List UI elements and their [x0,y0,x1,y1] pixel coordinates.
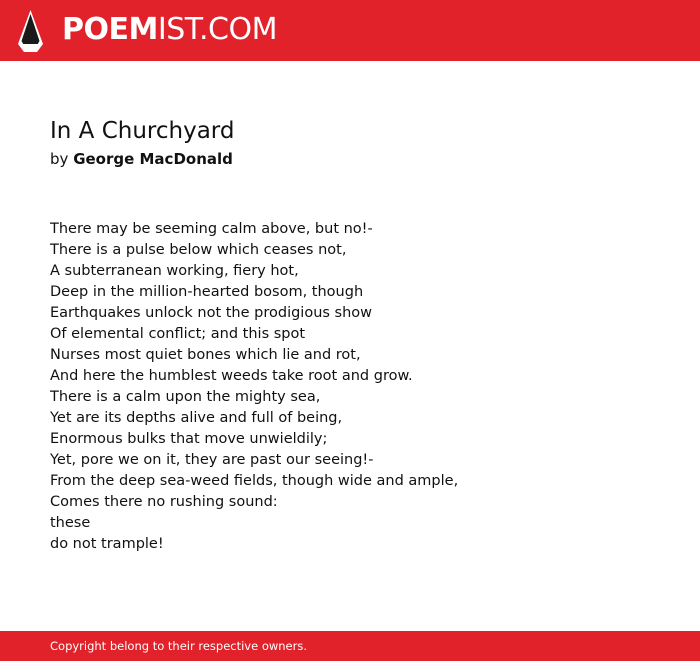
site-footer [0,631,700,661]
poem-line: There may be seeming calm above, but no!- [50,221,373,237]
poem-line: There is a pulse below which ceases not, [50,242,347,258]
author-name: George MacDonald [73,150,233,168]
site-header [0,0,700,61]
poem-line: do not trample! [50,536,164,552]
poem-line: A subterranean working, fiery hot, [50,263,299,279]
poem-line: Earthquakes unlock not the prodigious show [50,305,373,321]
poem-line: Enormous bulks that move unwieldily; [50,431,328,447]
poem-line: these [50,515,91,531]
poem-line: From the deep sea-weed fields, though wide and ample, [50,473,459,489]
pencil-icon[interactable] [18,10,43,52]
poem-body [50,219,458,555]
copyright-text: Copyright belong to their respective owners. [50,639,308,653]
poem-line: And here the humblest weeds take root and grow. [50,368,413,384]
site-logo[interactable] [62,12,277,48]
poem-line: There is a calm upon the mighty sea, [50,389,321,405]
poem-line: Of elemental conflict; and this spot [50,326,306,342]
poem-title: In A Churchyard [50,118,235,144]
logo-light-text: IST.COM [157,12,277,47]
poem-line: Nurses most quiet bones which lie and rot, [50,347,361,363]
poem-line: Yet, pore we on it, they are past our seeing!- [50,452,374,468]
poem-line: Yet are its depths alive and full of being, [50,410,343,426]
poem-line: Comes there no rushing sound: [50,494,278,510]
poem-line: Deep in the million-hearted bosom, though [50,284,364,300]
byline [50,149,233,169]
logo-bold-text: POEM [62,12,158,47]
by-label: by [50,150,69,168]
